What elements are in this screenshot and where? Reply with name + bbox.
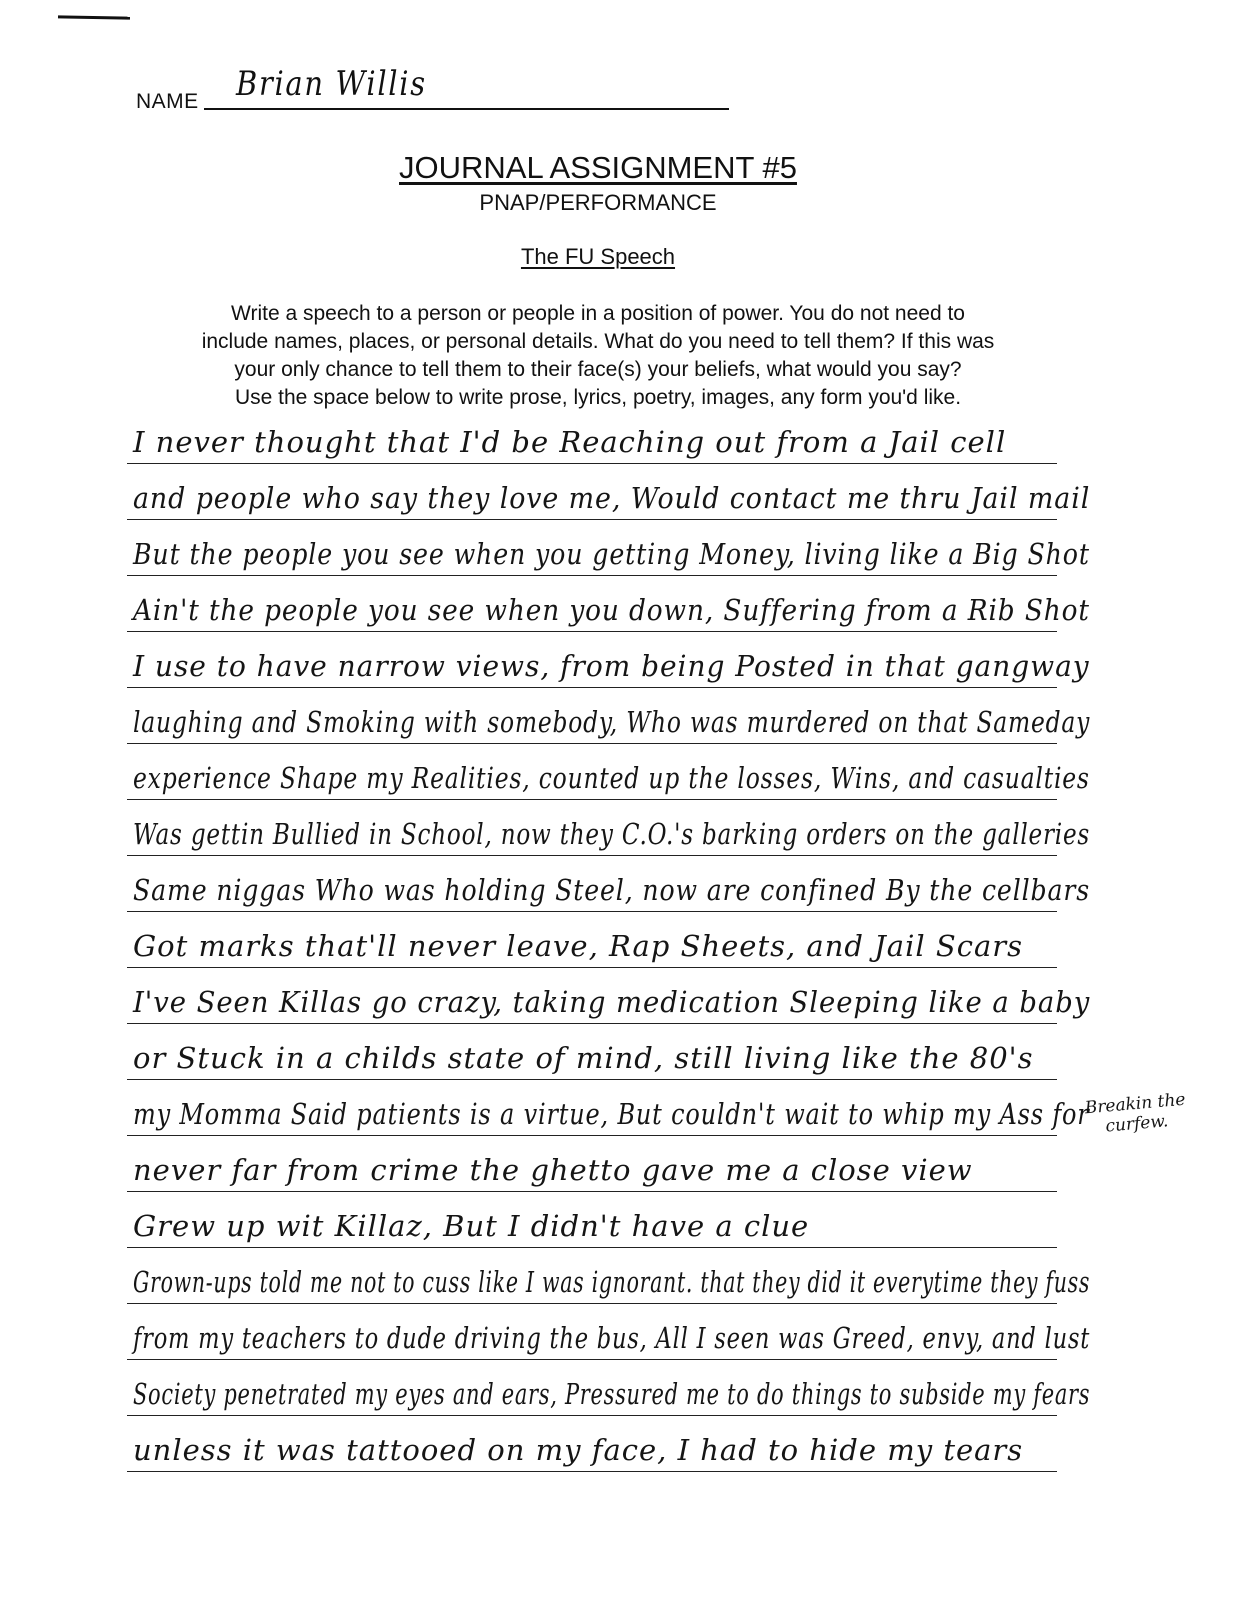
- handwritten-line: I never thought that I'd be Reaching out from a Jail cell: [133, 425, 1007, 459]
- prompt-line: Write a speech to a person or people in a position of power. You do not need to: [231, 302, 965, 325]
- handwritten-line: Ain't the people you see when you down, Suffering from a Rib Shot: [133, 593, 1090, 627]
- assignment-subtitle: PNAP/PERFORMANCE: [479, 190, 717, 215]
- handwritten-line: or Stuck in a childs state of mind, still living like the 80's: [133, 1041, 1034, 1075]
- writing-line: [127, 917, 1057, 968]
- writing-line: [127, 1029, 1057, 1080]
- writing-line: [127, 525, 1090, 576]
- writing-line: [127, 693, 1091, 744]
- assignment-title: JOURNAL ASSIGNMENT #5: [399, 150, 797, 185]
- handwritten-line: experience Shape my Realities, counted up the losses, Wins, and casualties: [133, 761, 1090, 795]
- handwritten-line: from my teachers to dude driving the bus, All I seen was Greed, envy, and lust: [133, 1321, 1091, 1355]
- writing-line: [127, 581, 1090, 632]
- writing-line: [127, 861, 1091, 912]
- writing-line: [127, 469, 1091, 520]
- handwritten-line: Same niggas Who was holding Steel, now are confined By the cellbars: [133, 873, 1091, 907]
- handwritten-line: never far from crime the ghetto gave me a close view: [133, 1153, 973, 1187]
- writing-line: [127, 413, 1057, 464]
- writing-line: [127, 749, 1090, 800]
- writing-line: [127, 1253, 1091, 1304]
- writing-line: [127, 1421, 1057, 1472]
- handwritten-line: my Momma Said patients is a virtue, But couldn't wait to whip my Ass for: [133, 1097, 1090, 1131]
- writing-line: [127, 1085, 1090, 1136]
- writing-line: [127, 1197, 1057, 1248]
- margin-note: Breakin the curfew.: [1084, 1089, 1187, 1137]
- handwritten-line: Got marks that'll never leave, Rap Sheets, and Jail Scars: [133, 929, 1023, 963]
- writing-line: [127, 805, 1091, 856]
- name-label: NAME: [136, 90, 199, 113]
- handwritten-line: and people who say they love me, Would contact me thru Jail mail: [133, 481, 1091, 515]
- writing-line: [127, 973, 1091, 1024]
- prompt-line: your only chance to tell them to their face(s) your beliefs, what would you say?: [234, 358, 962, 381]
- handwritten-line: Grew up wit Killaz, But I didn't have a clue: [133, 1209, 810, 1243]
- handwritten-line: Society penetrated my eyes and ears, Pressured me to do things to subside my fears: [133, 1377, 1091, 1411]
- handwritten-line: Grown-ups told me not to cuss like I was ignorant. that they did it everytime they fuss: [133, 1265, 1091, 1299]
- name-value: Brian Willis: [236, 64, 427, 104]
- handwritten-line: unless it was tattooed on my face, I had to hide my tears: [133, 1433, 1024, 1467]
- writing-line: [127, 1141, 1057, 1192]
- assignment-topic: The FU Speech: [520, 244, 676, 269]
- handwritten-line: I've Seen Killas go crazy, taking medication Sleeping like a baby: [133, 985, 1091, 1019]
- prompt-line: Use the space below to write prose, lyrics, poetry, images, any form you'd like.: [234, 386, 962, 409]
- handwritten-line: laughing and Smoking with somebody, Who was murdered on that Sameday: [133, 705, 1091, 739]
- writing-line: [127, 1309, 1091, 1360]
- handwritten-line: But the people you see when you getting Money, living like a Big Shot: [133, 537, 1090, 571]
- handwritten-line: I use to have narrow views, from being Posted in that gangway: [133, 649, 1090, 683]
- handwritten-line: Was gettin Bullied in School, now they C.O.'s barking orders on the galleries: [133, 817, 1091, 851]
- writing-line: [127, 637, 1090, 688]
- prompt-line: include names, places, or personal details. What do you need to tell them? If this was: [201, 330, 995, 353]
- writing-line: [127, 1365, 1091, 1416]
